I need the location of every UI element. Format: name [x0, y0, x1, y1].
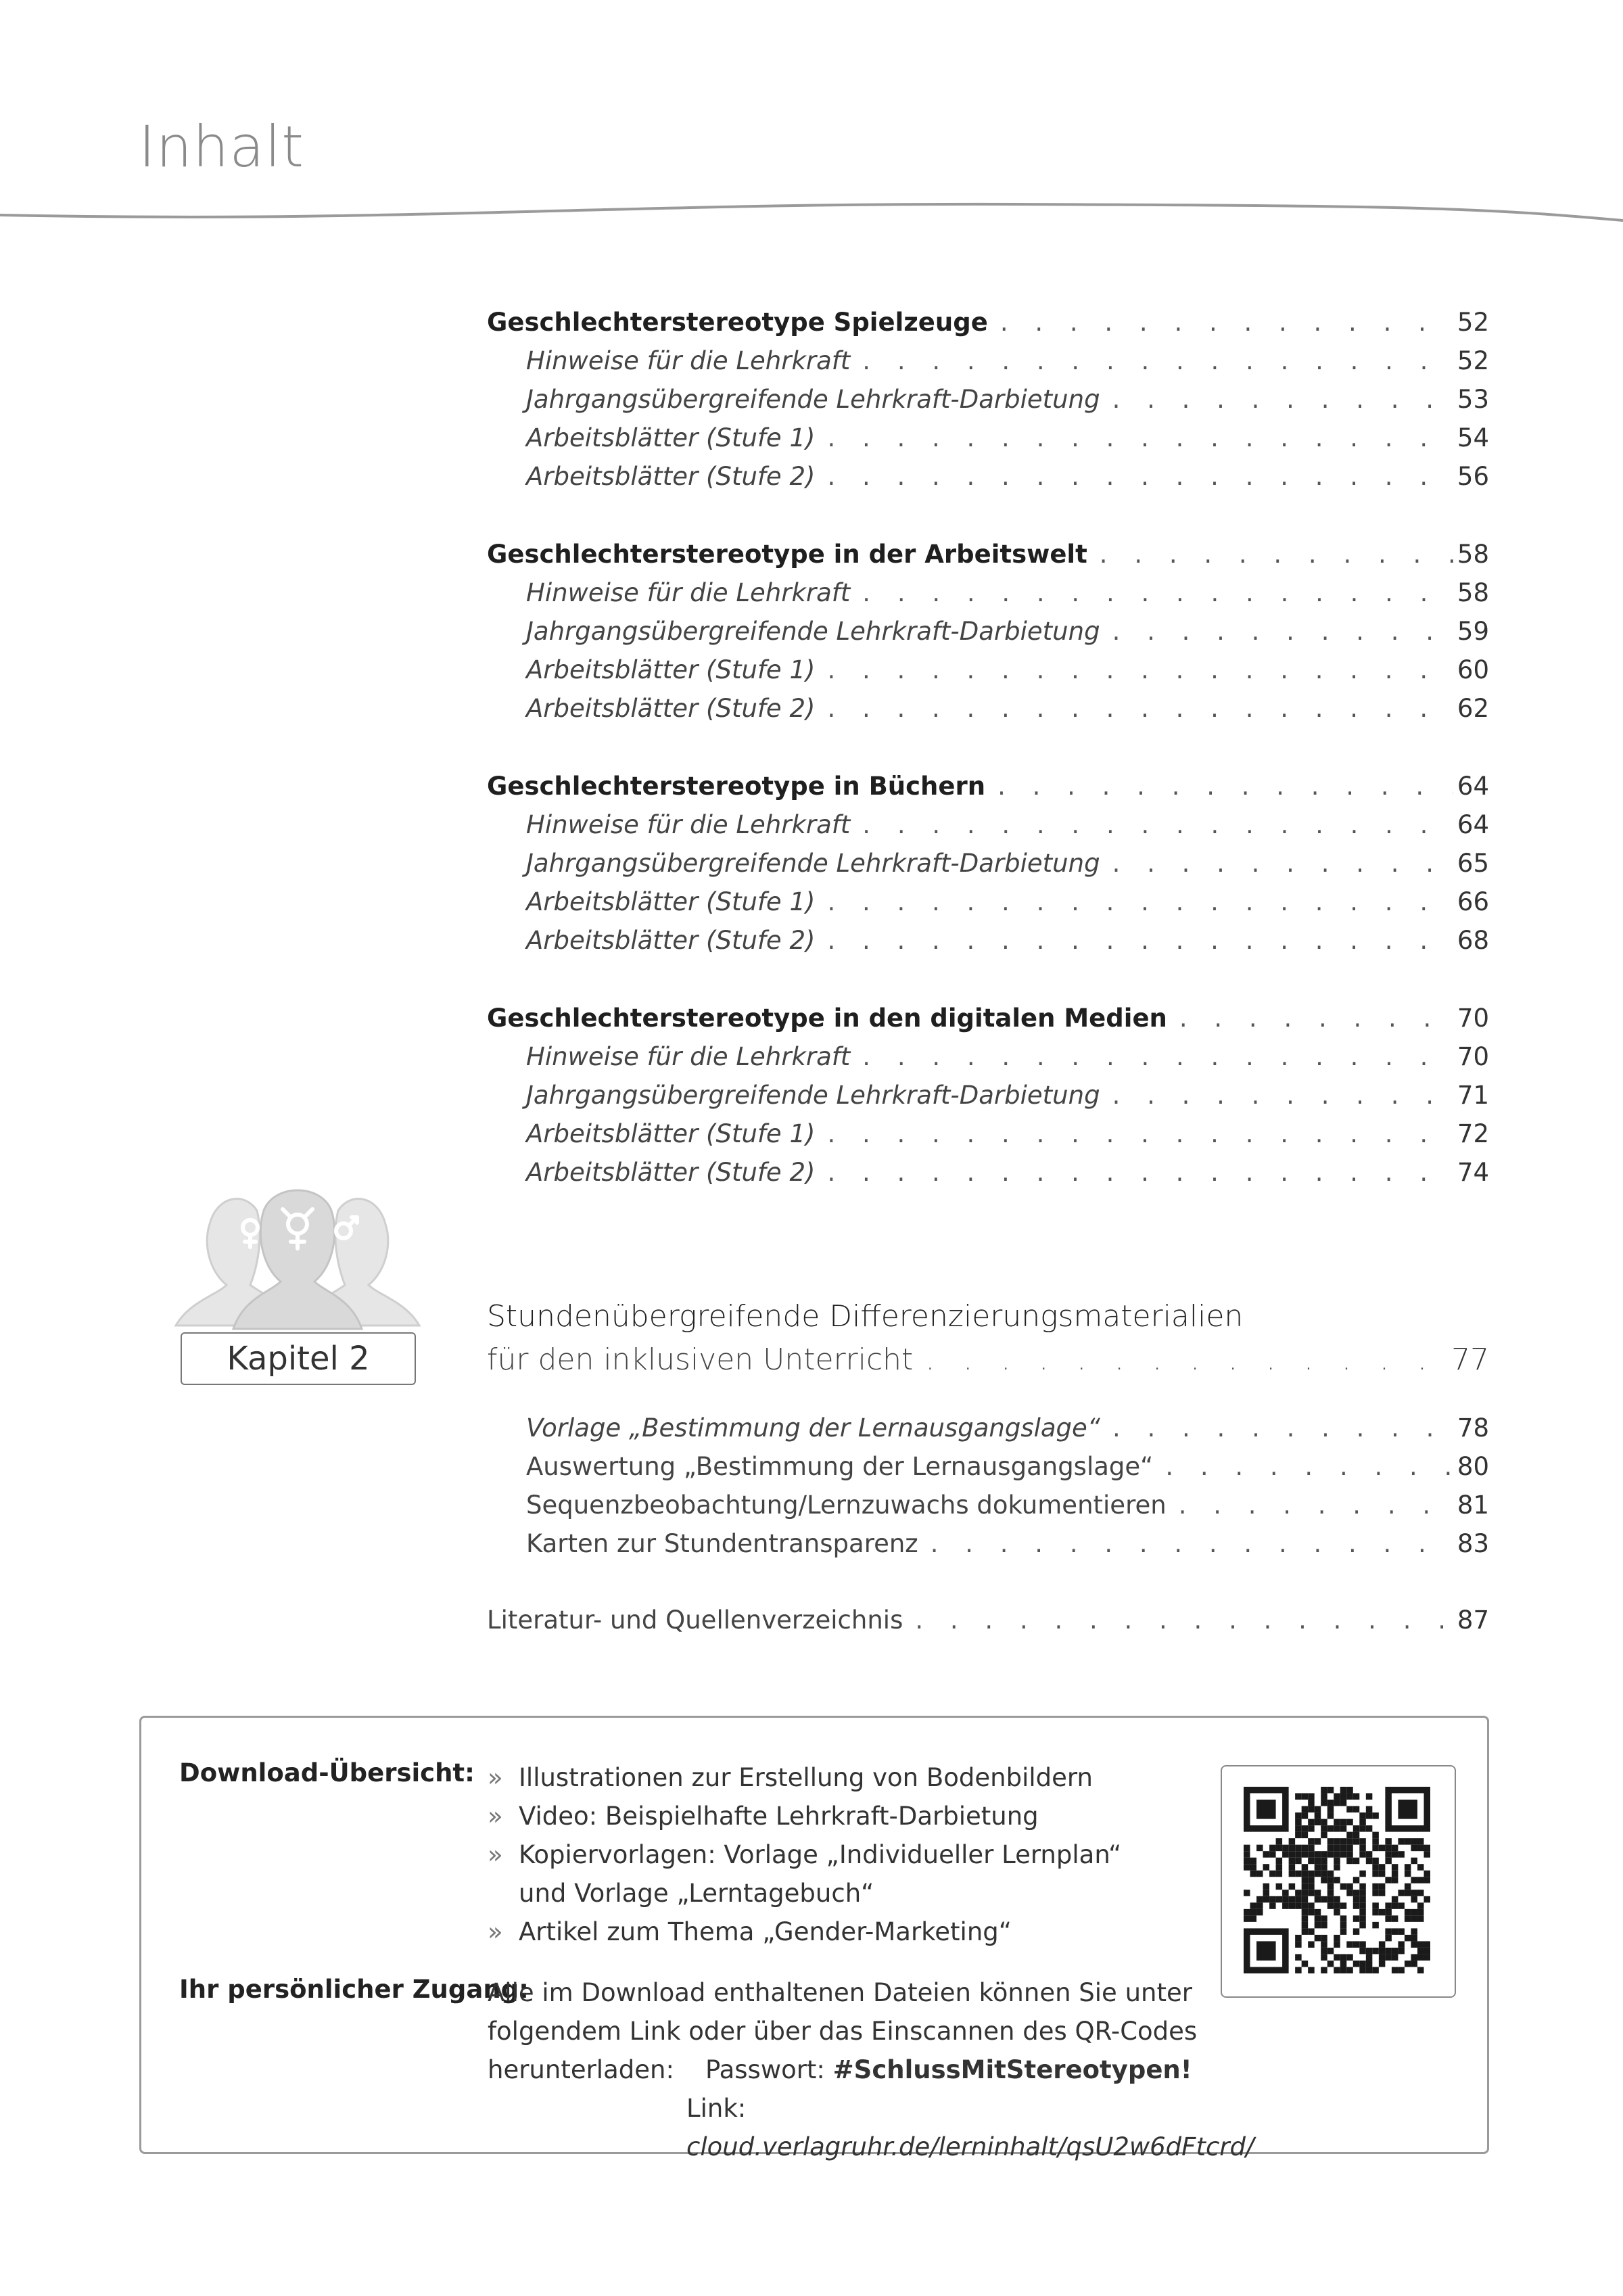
qr-code-frame	[1221, 1765, 1456, 1998]
toc-entry[interactable]: Geschlechterstereotype in Büchern . . . 64	[487, 767, 1489, 805]
toc-subentry[interactable]: Arbeitsblätter (Stufe 1) . . . 72	[487, 1115, 1489, 1153]
toc-subentry[interactable]: Hinweise für die Lehrkraft . . . 64	[487, 805, 1489, 844]
download-list	[488, 1758, 1121, 1951]
toc-entry[interactable]: Geschlechterstereotype in den digitalen Medien . . . 70	[487, 999, 1489, 1037]
toc-section	[487, 303, 1489, 496]
toc-subentry[interactable]: Arbeitsblätter (Stufe 2) . . . 74	[487, 1153, 1489, 1192]
toc-section	[487, 999, 1489, 1192]
list-item: » Video: Beispielhafte Lehrkraft-Darbietung	[488, 1802, 1039, 1831]
toc-subentry[interactable]: Arbeitsblätter (Stufe 1) . . . 54	[487, 419, 1489, 457]
toc-section	[487, 767, 1489, 960]
toc-subentry[interactable]: Arbeitsblätter (Stufe 2) . . . 56	[487, 457, 1489, 496]
toc-subentry[interactable]: Karten zur Stundentransparenz . . . 83	[487, 1524, 1489, 1563]
page-number: 77	[1451, 1342, 1489, 1377]
toc-entry[interactable]: Geschlechterstereotype Spielzeuge . . . 52	[487, 303, 1489, 342]
list-item: » Kopiervorlagen: Vorlage „Individueller Lernplan“ und Vorlage „Lerntagebuch“	[488, 1840, 1122, 1908]
toc-subentry[interactable]: Auswertung „Bestimmung der Lernausgangslage“ . . . 80	[487, 1447, 1489, 1486]
toc-subentry[interactable]: Arbeitsblätter (Stufe 2) . . . 62	[487, 689, 1489, 728]
page-title: Inhalt	[139, 114, 304, 180]
toc-subentry[interactable]: Arbeitsblätter (Stufe 2) . . . 68	[487, 921, 1489, 960]
download-overview-label: Download-Übersicht:	[179, 1758, 475, 1787]
header-curve-divider	[0, 196, 1623, 230]
toc-section	[487, 535, 1489, 728]
download-box	[139, 1716, 1489, 2161]
toc-entry-literature[interactable]: Literatur- und Quellenverzeichnis . . . 87	[487, 1601, 1489, 1639]
toc-subentry[interactable]: Arbeitsblätter (Stufe 1) . . . 60	[487, 651, 1489, 689]
chapter2-title-line: für den inklusiven Unterricht	[487, 1342, 914, 1377]
list-item: » Artikel zum Thema „Gender-Marketing“	[488, 1917, 1012, 1946]
toc-subentry[interactable]: Jahrgangsübergreifende Lehrkraft-Darbietung . . . 53	[487, 380, 1489, 419]
toc-subentry[interactable]: Hinweise für die Lehrkraft . . . 70	[487, 1037, 1489, 1076]
access-text: Alle im Download enthaltenen Dateien können Sie unter folgendem Link oder über das Einscannen des QR-Codes herunterladen: Passwort: #SchlussMitStereotypen! Link: cloud.verlagruhr.de/lerninhalt/qsU2w6dFtcrd/	[488, 1978, 1254, 2161]
toc-subentry[interactable]: Hinweise für die Lehrkraft . . . 58	[487, 573, 1489, 612]
toc-subentry[interactable]: Vorlage „Bestimmung der Lernausgangslage“ . . . 78	[487, 1409, 1489, 1447]
toc-subentry[interactable]: Arbeitsblätter (Stufe 1) . . . 66	[487, 883, 1489, 921]
table-of-contents	[487, 303, 1489, 1231]
toc-subentry[interactable]: Jahrgangsübergreifende Lehrkraft-Darbietung . . . 65	[487, 844, 1489, 883]
password-value: #SchlussMitStereotypen!	[832, 2055, 1192, 2084]
toc-subentry[interactable]: Jahrgangsübergreifende Lehrkraft-Darbietung . . . 59	[487, 612, 1489, 651]
toc-subentry[interactable]: Jahrgangsübergreifende Lehrkraft-Darbietung . . . 71	[487, 1076, 1489, 1115]
toc-subentry[interactable]: Hinweise für die Lehrkraft . . . 52	[487, 342, 1489, 380]
chapter-label: Kapitel 2	[181, 1332, 416, 1385]
access-label: Ihr persönlicher Zugang:	[179, 1975, 529, 2004]
list-item: » Illustrationen zur Erstellung von Bodenbildern	[488, 1763, 1093, 1792]
download-link[interactable]: cloud.verlagruhr.de/lerninhalt/qsU2w6dFtcrd/	[686, 2132, 1254, 2161]
chapter2-title[interactable]	[487, 1295, 1489, 1382]
chapter2-title-line: Stundenübergreifende Differenzierungsmaterialien	[487, 1299, 1244, 1334]
chapter2-section	[487, 1295, 1489, 1639]
toc-entry[interactable]: Geschlechterstereotype in der Arbeitswelt . . . 58	[487, 535, 1489, 573]
toc-subentry[interactable]: Sequenzbeobachtung/Lernzuwachs dokumentieren . . . 81	[487, 1486, 1489, 1524]
qr-code-icon[interactable]	[1244, 1787, 1430, 1973]
